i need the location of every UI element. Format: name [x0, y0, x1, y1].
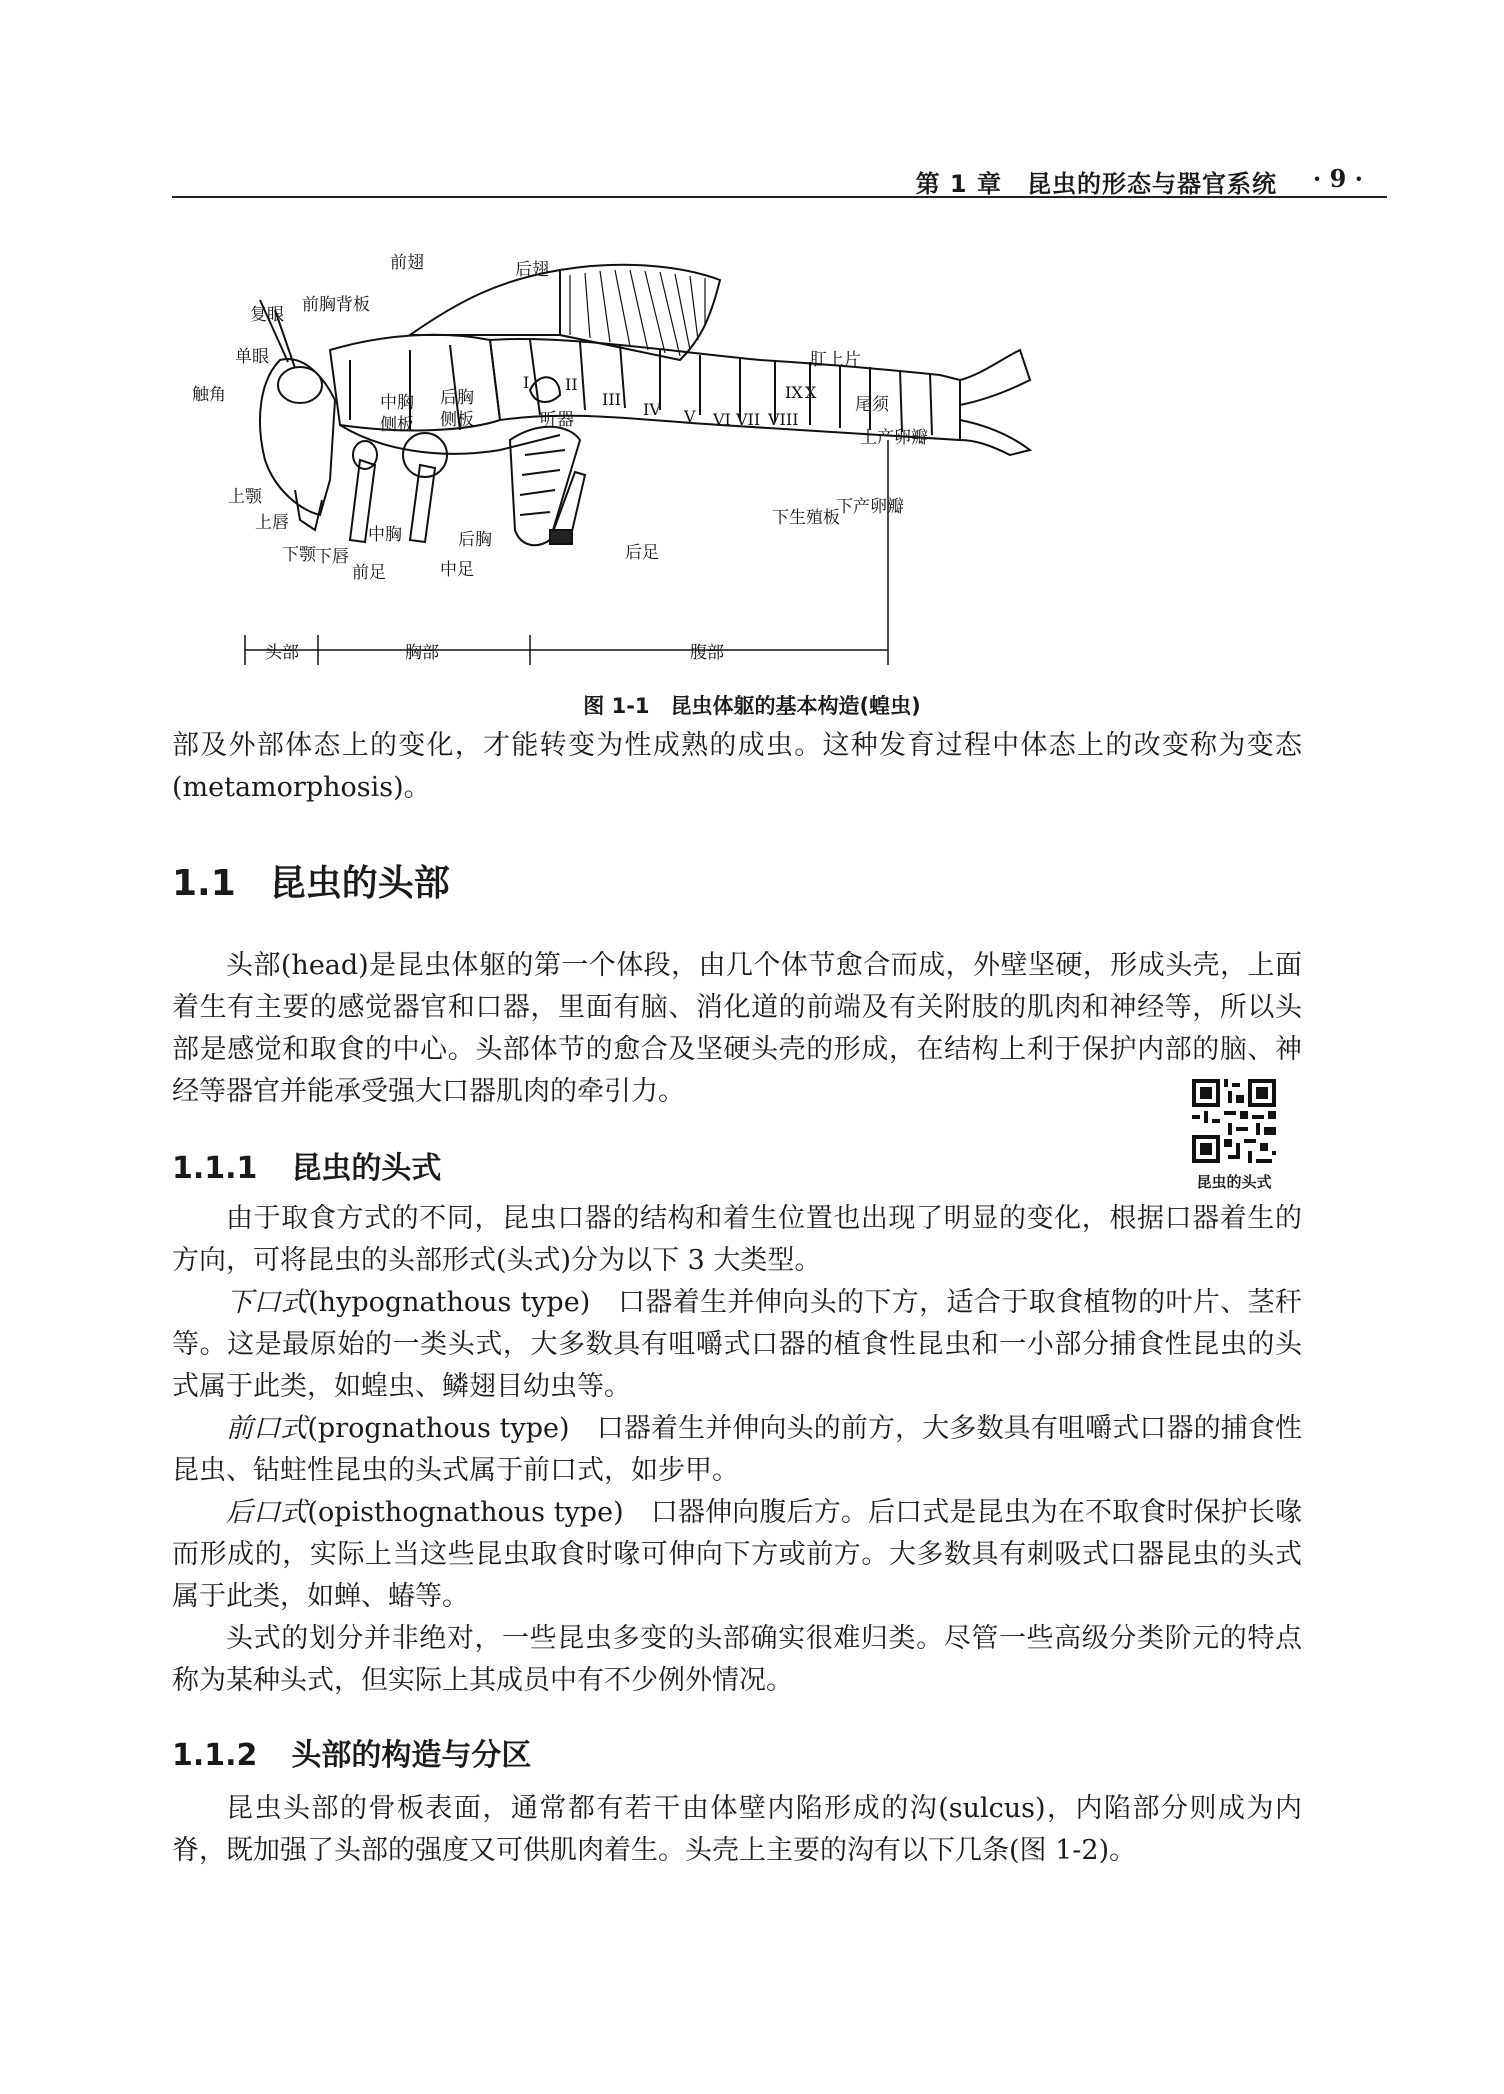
page-number: · 9 · — [1312, 164, 1363, 193]
label-hindleg: 后足 — [625, 543, 659, 563]
label-mandible: 上颚 — [228, 487, 262, 507]
segment-numeral: X — [805, 383, 817, 402]
segment-numeral: II — [565, 375, 578, 394]
intro-paragraph: 部及外部体态上的变化，才能转变为性成熟的成虫。这种发育过程中体态上的改变称为变态(metamorphosis)。 — [172, 730, 1302, 803]
pronotum — [330, 335, 500, 431]
label-lower-valve: 下产卵瓣 — [836, 497, 904, 517]
segment-numeral: I — [523, 373, 530, 392]
compound-eye — [278, 367, 322, 403]
label-mesopleuron-2: 侧板 — [380, 415, 414, 435]
label-mesothorax: 中胸 — [368, 525, 402, 545]
figure-caption: 图 1-1 昆虫体躯的基本构造(蝗虫) — [583, 694, 921, 718]
section-number: 1.1.1 — [172, 1151, 258, 1186]
section-title: 昆虫的头式 — [291, 1151, 442, 1186]
hypognathous-text: (hypognathous type) 口器着生并伸向头的下方，适合于取食植物的叶片、茎秆等。这是最原始的一类头式，大多数具有咀嚼式口器的植食性昆虫和一小部分捕食性昆虫的头式属于此类，如蝗虫、鳞翅目幼虫等。 — [172, 1287, 1302, 1402]
label-thorax-region: 胸部 — [405, 643, 439, 663]
section-number: 1.1.2 — [172, 1738, 258, 1773]
term-hypognathous: 下口式 — [226, 1287, 309, 1318]
label-upper-valve: 上产卵瓣 — [860, 428, 928, 448]
label-mesopleuron-1: 中胸 — [380, 393, 414, 413]
label-abdomen-region: 腹部 — [690, 643, 724, 663]
label-forewing: 前翅 — [390, 253, 424, 273]
segment-numeral: VIII — [768, 410, 799, 429]
label-midleg: 中足 — [440, 560, 474, 580]
label-ocellus: 单眼 — [235, 347, 269, 367]
label-labrum: 上唇 — [255, 513, 289, 533]
running-header — [172, 160, 1387, 198]
section-title: 头部的构造与分区 — [291, 1738, 532, 1773]
term-opisthognathous: 后口式 — [226, 1497, 308, 1528]
qr-code-icon — [1188, 1075, 1280, 1167]
grasshopper-diagram — [192, 240, 1200, 680]
section-title: 昆虫的头部 — [269, 863, 450, 904]
label-compound-eye: 复眼 — [250, 305, 284, 325]
prognathous-text: (prognathous type) 口器着生并伸向头的前方，大多数具有咀嚼式口器的捕食性昆虫、钻蛀性昆虫的头式属于前口式，如步甲。 — [172, 1413, 1302, 1486]
label-metapleuron-2: 侧板 — [440, 410, 474, 430]
hypognathous-paragraph — [172, 1282, 1302, 1408]
opisthognathous-paragraph — [172, 1492, 1302, 1618]
label-hindwing: 后翅 — [515, 260, 549, 280]
label-maxilla: 下颚 — [282, 545, 316, 565]
section-1-1-heading — [172, 855, 450, 906]
qr-code-block[interactable] — [1188, 1075, 1280, 1192]
label-foreleg: 前足 — [352, 563, 386, 583]
head-type-intro: 由于取食方式的不同，昆虫口器的结构和着生位置也出现了明显的变化，根据口器着生的方向，可将昆虫的头部形式(头式)分为以下 3 大类型。 — [172, 1203, 1302, 1276]
label-head-region: 头部 — [265, 643, 299, 663]
label-epiproct: 肛上片 — [810, 350, 861, 370]
section-number: 1.1 — [172, 863, 236, 904]
label-metathorax: 后胸 — [458, 530, 492, 550]
segment-numeral: IV — [643, 400, 661, 419]
grasshopper-figure — [192, 240, 1200, 680]
segment-numeral: VII — [736, 410, 761, 429]
qr-label: 昆虫的头式 — [1196, 1173, 1272, 1191]
label-labium: 下唇 — [315, 547, 349, 567]
segment-numeral: IX — [785, 383, 803, 402]
section-1-1-2-heading — [172, 1730, 531, 1774]
chapter-title: 第 1 章 昆虫的形态与器官系统 — [915, 170, 1277, 198]
term-prognathous: 前口式 — [226, 1413, 308, 1444]
section-1-1-paragraph: 头部(head)是昆虫体躯的第一个体段，由几个体节愈合而成，外壁坚硬，形成头壳，上面着生有主要的感觉器官和口器，里面有脑、消化道的前端及有关附肢的肌肉和神经等，所以头部是感觉和取食的中心。头部体节的愈合及坚硬头壳的形成，在结构上利于保护内部的脑、神经等器官并能承受强大口器肌肉的牵引力。 — [172, 950, 1302, 1107]
head-type-note: 头式的划分并非绝对，一些昆虫多变的头部确实很难归类。尽管一些高级分类阶元的特点称为某种头式，但实际上其成员中有不少例外情况。 — [172, 1623, 1302, 1696]
segment-numeral: V — [684, 407, 696, 426]
label-tympanum: 听器 — [540, 410, 574, 430]
label-metapleuron-1: 后胸 — [440, 388, 474, 408]
label-subgenital-plate: 下生殖板 — [772, 508, 840, 528]
opisthognathous-text: (opisthognathous type) 口器伸向腹后方。后口式是昆虫为在不取食时保护长喙而形成的，实际上当这些昆虫取食时喙可伸向下方或前方。大多数具有刺吸式口器昆虫的头式属于此类，如蝉、蝽等。 — [172, 1497, 1303, 1612]
label-cercus: 尾须 — [855, 395, 889, 415]
hindleg-tarsus — [550, 530, 572, 544]
prognathous-paragraph — [172, 1408, 1302, 1492]
head-outline — [260, 359, 335, 515]
label-pronotum: 前胸背板 — [302, 295, 370, 315]
segment-numeral: III — [602, 390, 621, 409]
segment-numeral: VI — [713, 410, 731, 429]
head-structure-paragraph: 昆虫头部的骨板表面，通常都有若干由体壁内陷形成的沟(sulcus)，内陷部分则成为内脊，既加强了头部的强度又可供肌肉着生。头壳上主要的沟有以下几条(图 1-2)。 — [172, 1793, 1302, 1866]
section-1-1-1-heading — [172, 1143, 441, 1187]
label-antenna: 触角 — [192, 385, 226, 405]
ovipositor — [960, 350, 1030, 455]
